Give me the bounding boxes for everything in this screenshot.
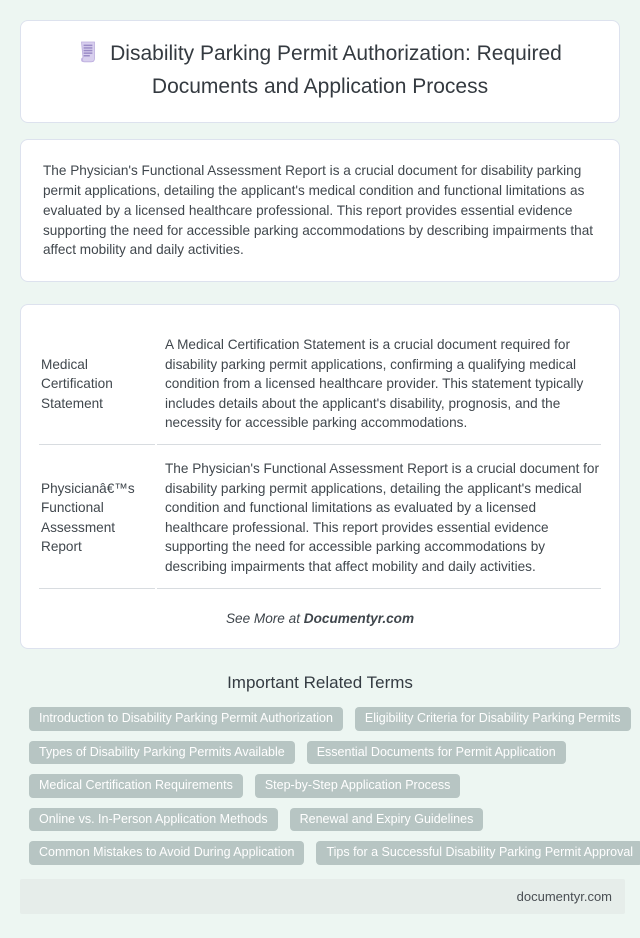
see-more-prefix: See More at xyxy=(225,611,304,627)
footer-site-label: documentyr.com xyxy=(516,888,612,904)
see-more-site: Documentyr.com xyxy=(303,611,415,627)
related-term-tag[interactable]: Medical Certification Requirements xyxy=(29,774,243,798)
intro-paragraph: The Physician's Functional Assessment Report is a crucial document for disability parking permit applications, detailing the applicant's medical condition and functional limitations as evaluated by a licensed healthcare professional. This report provides essential evidence supporting the need for accessible parking accommodations by describing impairments that affect mobility and daily activities. xyxy=(43,163,594,258)
term-name: Physicianâ€™s Functional Assessment Report xyxy=(39,447,155,589)
footer-bar xyxy=(20,879,625,914)
page-title xyxy=(47,39,593,102)
term-definition: A Medical Certification Statement is a crucial document required for disability parking permit applications, confirming a qualifying medical condition from a licensed healthcare provider. This statement typically includes details about the applicant's disability, prognosis, and the necessity for accessible parking accommodations. xyxy=(157,323,601,445)
term-definition: The Physician's Functional Assessment Report is a crucial document for disability parking permit applications, detailing the applicant's medical condition and functional limitations as evaluated by a licensed healthcare professional. This report provides essential evidence supporting the need for accessible parking accommodations by describing impairments that affect mobility and daily activities. xyxy=(157,447,601,589)
terms-table-card xyxy=(20,304,620,649)
tag-row xyxy=(29,841,640,865)
tag-row xyxy=(29,808,640,832)
related-term-tag[interactable]: Online vs. In-Person Application Methods xyxy=(29,808,278,832)
related-term-tag[interactable]: Tips for a Successful Disability Parking Permit Approval xyxy=(316,841,640,865)
related-terms-heading: Important Related Terms xyxy=(227,673,413,693)
tag-row xyxy=(29,774,640,798)
page-title-text: Disability Parking Permit Authorization: Required Documents and Application Process xyxy=(110,42,562,99)
table-row xyxy=(39,323,601,445)
header-card xyxy=(20,20,620,123)
intro-card xyxy=(20,139,620,282)
related-term-tag[interactable]: Step-by-Step Application Process xyxy=(255,774,461,798)
related-term-tag[interactable]: Introduction to Disability Parking Permit Authorization xyxy=(29,707,343,731)
table-row xyxy=(39,447,601,589)
term-name: Medical Certification Statement xyxy=(39,323,155,445)
related-term-tag[interactable]: Renewal and Expiry Guidelines xyxy=(290,808,484,832)
terms-table xyxy=(37,321,603,591)
related-term-tag[interactable]: Types of Disability Parking Permits Available xyxy=(29,741,295,765)
related-terms-tags xyxy=(29,707,640,865)
related-term-tag[interactable]: Eligibility Criteria for Disability Parking Permits xyxy=(355,707,631,731)
tag-row xyxy=(29,741,640,765)
see-more-line xyxy=(37,611,603,626)
related-term-tag[interactable]: Common Mistakes to Avoid During Application xyxy=(29,841,304,865)
tag-row xyxy=(29,707,640,731)
related-term-tag[interactable]: Essential Documents for Permit Application xyxy=(307,741,566,765)
document-scroll-icon xyxy=(78,41,98,72)
